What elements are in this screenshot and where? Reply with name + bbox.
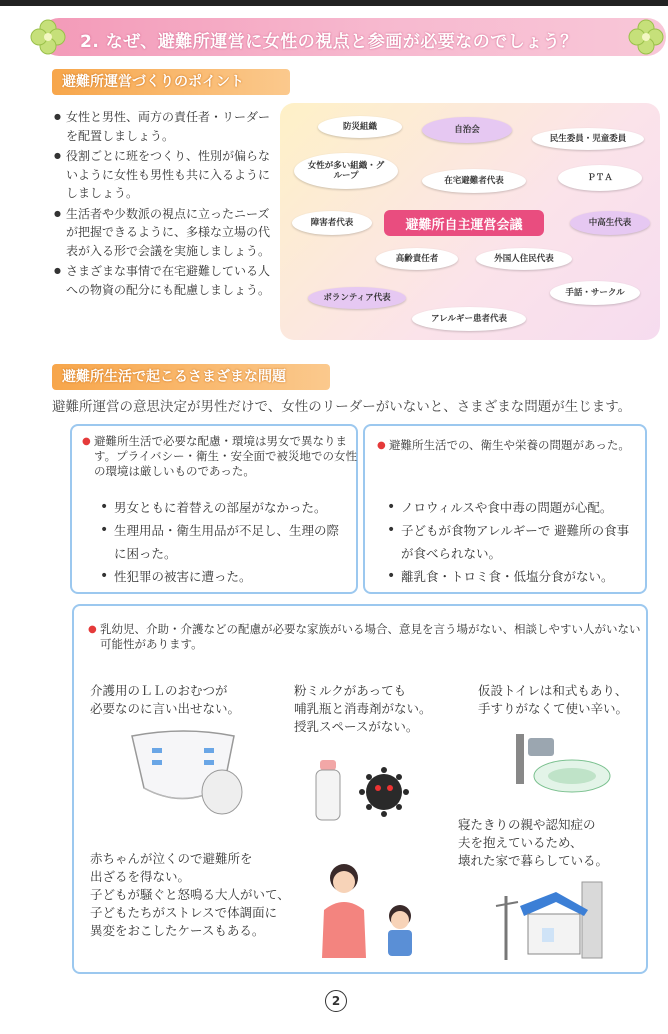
problem-box-hygiene (363, 424, 647, 594)
toilet-icon (514, 730, 614, 804)
point-item: ● 役割ごとに班をつくり、性別が偏らないように女性も男性も共に入るようにしましょう。 (54, 147, 276, 203)
diagram-node: ＰＴＡ (558, 165, 642, 191)
case-toilet: 仮設トイレは和式もあり、 手すりがなくて使い辛い。 (478, 683, 629, 716)
damaged-house-icon (492, 876, 612, 962)
box-heading: ● 乳幼児、介助・介護などの配慮が必要な家族がいる場合、意見を言う場がない、相談しやすい人がいない可能性があります。 (88, 622, 648, 652)
committee-center: 避難所自主運営会議 (384, 210, 544, 236)
top-edge (0, 0, 668, 6)
list-item: • 離乳食・トロミ食・低塩分食がない。 (387, 565, 639, 588)
problem-list (100, 496, 350, 588)
diagram-node: 障害者代表 (292, 211, 372, 235)
diagram-node: 在宅避難者代表 (422, 169, 526, 193)
problem-box-care (72, 604, 648, 974)
point-item: ● 女性と男性、両方の責任者・リーダーを配置しましょう。 (54, 108, 276, 145)
list-item: • 男女ともに着替えの部屋がなかった。 (100, 496, 350, 519)
bottle-germ-icon (306, 756, 416, 826)
list-item: • ノロウィルスや食中毒の問題が心配。 (387, 496, 639, 519)
section2-intro: 避難所運営の意思決定が男性だけで、女性のリーダーがいないと、さまざまな問題が生じます。 (52, 399, 632, 415)
diagram-node: 外国人住民代表 (476, 248, 572, 270)
section2-heading: 避難所生活で起こるさまざまな問題 (52, 364, 330, 390)
case-milk: 粉ミルクがあっても 哺乳瓶と消毒剤がない。 授乳スペースがない。 (294, 683, 432, 734)
case-home: 寝たきりの親や認知症の 夫を抱えているため、 壊れた家で暮らしている。 (458, 817, 609, 868)
diagram-node: 自治会 (422, 117, 512, 143)
case-baby: 赤ちゃんが泣くので避難所を 出ざるを得ない。 子どもが騒ぐと怒鳴る大人がいて、 子どもたちがストレスで体調面に 異変をおこしたケースもある。 (90, 851, 290, 938)
diagram-node: 民生委員・児童委員 (532, 128, 644, 150)
list-item: • 子どもが食物アレルギーで 避難所の食事が食べられない。 (387, 519, 639, 565)
clover-icon (626, 17, 666, 57)
problem-box-privacy (70, 424, 358, 594)
diagram-node: アレルギー患者代表 (412, 307, 526, 331)
diagram-node: 中高生代表 (570, 211, 650, 235)
case-diaper: 介護用のＬＬのおむつが 必要なのに言い出せない。 (90, 683, 241, 716)
committee-diagram (280, 103, 660, 340)
diagram-node: 高齢責任者 (376, 248, 458, 270)
parent-child-icon (306, 860, 426, 960)
point-item: ● さまざまな事情で在宅避難している人への物資の配分にも配慮しましょう。 (54, 262, 276, 299)
diagram-node: 防災組織 (318, 116, 402, 138)
point-item: ● 生活者や少数派の視点に立ったニーズが把握できるように、多様な立場の代表が入る形で会議を実施しましょう。 (54, 205, 276, 261)
page-title: 2. なぜ、避難所運営に女性の視点と参画が必要なのでしょう？ (80, 32, 578, 52)
section1-heading: 避難所運営づくりのポイント (52, 69, 290, 95)
diagram-node: ボランティア代表 (308, 287, 406, 309)
box-heading: ● 避難所生活で必要な配慮・環境は男女で異なります。プライバシー・衛生・安全面で被災地での女性の環境は厳しいものであった。 (82, 434, 358, 479)
points-list (54, 108, 276, 301)
problem-list (387, 496, 639, 588)
diagram-node: 女性が多い組織・グループ (294, 153, 398, 189)
clover-icon (28, 17, 68, 57)
box-heading: ● 避難所生活での、衛生や栄養の問題があった。 (377, 438, 639, 453)
diaper-icon (124, 726, 244, 818)
page-number: 2 (325, 990, 347, 1012)
diagram-node: 手話・サークル (550, 281, 640, 305)
list-item: • 生理用品・衛生用品が不足し、生理の際に困った。 (100, 519, 350, 565)
list-item: • 性犯罪の被害に遭った。 (100, 565, 350, 588)
